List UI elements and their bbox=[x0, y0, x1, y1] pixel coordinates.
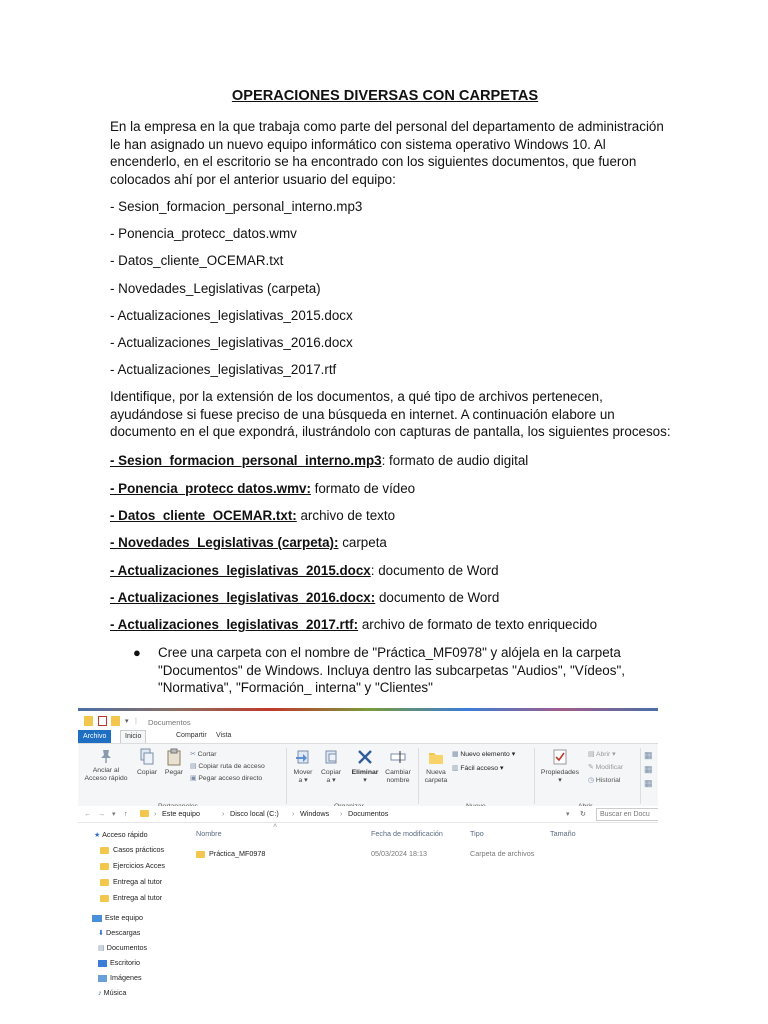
sort-up-icon: ˄ bbox=[273, 821, 278, 830]
answer-item bbox=[110, 452, 528, 470]
folder-icon bbox=[100, 879, 109, 886]
file-row[interactable] bbox=[196, 849, 265, 858]
copy-to-icon bbox=[323, 748, 339, 766]
rename-icon bbox=[390, 748, 406, 766]
easy-access-label: Fácil acceso ▾ bbox=[460, 765, 504, 772]
tab-file[interactable]: Archivo bbox=[78, 730, 111, 743]
answer-desc: archivo de formato de texto enriquecido bbox=[358, 617, 598, 632]
nav-quick-item[interactable]: Casos prácticos bbox=[100, 845, 164, 854]
paste-label: Pegar bbox=[164, 769, 184, 776]
answer-item bbox=[110, 616, 597, 634]
new-item-label: Nuevo elemento ▾ bbox=[460, 751, 516, 758]
ribbon-separator bbox=[534, 748, 535, 804]
column-header-date[interactable]: Fecha de modificación bbox=[371, 829, 443, 838]
rename-label: nombre bbox=[386, 777, 410, 784]
file-type: Carpeta de archivos bbox=[470, 849, 535, 858]
pictures-icon bbox=[98, 975, 107, 982]
move-to-button[interactable] bbox=[290, 748, 316, 785]
folder-icon bbox=[100, 895, 109, 902]
intro-line: En la empresa en la que trabaja como parte del personal del departamento de administración bbox=[110, 119, 664, 134]
copy-button[interactable] bbox=[134, 748, 160, 777]
easy-access-button[interactable] bbox=[452, 764, 503, 772]
folder-icon bbox=[100, 863, 109, 870]
rename-button[interactable] bbox=[382, 748, 414, 785]
bullet-line: Cree una carpeta con el nombre de "Práctica_MF0978" y alójela en la carpeta bbox=[158, 645, 621, 660]
rename-label: Cambiar bbox=[385, 769, 411, 776]
properties-label: Propiedades bbox=[540, 769, 580, 776]
copy-to-button[interactable] bbox=[318, 748, 344, 785]
paste-shortcut-label: Pegar acceso directo bbox=[198, 775, 263, 782]
address-bar bbox=[78, 806, 658, 823]
new-item-button[interactable] bbox=[452, 750, 515, 758]
properties-button[interactable] bbox=[538, 748, 582, 785]
search-input[interactable]: Buscar en Docu bbox=[596, 808, 658, 821]
delete-icon bbox=[357, 748, 373, 766]
instructions-line: ayudándose si fuese preciso de una búsqueda en internet. A continuación elabore un bbox=[110, 406, 615, 422]
cut-button[interactable] bbox=[190, 750, 216, 758]
download-icon: ⬇ bbox=[98, 928, 105, 937]
breadcrumb-chevron-icon: › bbox=[340, 809, 343, 818]
ribbon-separator bbox=[418, 748, 419, 804]
nav-pc-item[interactable]: Imágenes bbox=[98, 973, 142, 982]
paste-button[interactable] bbox=[162, 748, 186, 777]
answer-desc: formato de vídeo bbox=[310, 481, 416, 496]
up-arrow-icon[interactable]: ↑ bbox=[124, 809, 128, 818]
answer-desc: carpeta bbox=[338, 535, 387, 550]
breadcrumb-item[interactable]: Este equipo bbox=[162, 809, 200, 818]
file-name: Práctica_MF0978 bbox=[209, 849, 266, 858]
open-label: Abrir ▾ bbox=[595, 751, 616, 758]
file-list-item: - Actualizaciones_legislativas_2016.docx bbox=[110, 335, 353, 350]
properties-icon[interactable] bbox=[98, 716, 107, 726]
back-arrow-icon[interactable]: ← bbox=[84, 809, 92, 818]
nav-pc-item[interactable]: ⬇ Descargas bbox=[98, 928, 141, 937]
bullet-line: "Documentos" de Windows. Incluya dentro las subcarpetas "Audios", "Vídeos", bbox=[158, 662, 625, 678]
new-folder-icon[interactable] bbox=[111, 716, 120, 726]
move-to-label: Mover bbox=[293, 769, 313, 776]
select-all-icon[interactable]: ▦ bbox=[644, 750, 653, 760]
nav-quick-access[interactable]: ★ Acceso rápido bbox=[94, 830, 148, 839]
breadcrumb-item[interactable]: Documentos bbox=[348, 809, 389, 818]
pin-icon bbox=[98, 748, 114, 764]
navigation-pane bbox=[78, 824, 183, 1024]
new-folder-label: Nueva bbox=[426, 769, 446, 776]
answer-item bbox=[110, 589, 499, 607]
easy-access-icon: ▥ bbox=[452, 765, 459, 772]
title-separator: | bbox=[135, 716, 137, 725]
answer-term: - Datos_cliente_OCEMAR.txt: bbox=[110, 508, 297, 523]
new-item-icon: ▦ bbox=[452, 751, 459, 758]
computer-icon bbox=[92, 915, 102, 922]
copy-to-label: Copiar bbox=[320, 769, 342, 776]
scissors-icon: ✂ bbox=[190, 751, 196, 758]
bullet-line: "Normativa", "Formación_ interna" y "Clientes" bbox=[158, 680, 433, 696]
move-to-icon bbox=[295, 748, 311, 766]
new-folder-label: carpeta bbox=[424, 777, 448, 784]
answer-item bbox=[110, 562, 499, 580]
breadcrumb-chevron-icon: › bbox=[222, 809, 225, 818]
file-list-item: - Actualizaciones_legislativas_2015.docx bbox=[110, 308, 353, 323]
answer-term: - Actualizaciones_legislativas_2017.rtf: bbox=[110, 617, 359, 632]
forward-arrow-icon[interactable]: → bbox=[98, 809, 106, 818]
clipboard-icon bbox=[166, 748, 182, 766]
delete-label: ▾ bbox=[363, 777, 367, 784]
copy-path-label: Copiar ruta de acceso bbox=[198, 763, 265, 770]
answer-term: - Sesion_formacion_personal_interno.mp3 bbox=[110, 453, 382, 468]
breadcrumb-chevron-icon: › bbox=[154, 809, 157, 818]
answer-desc: archivo de texto bbox=[296, 508, 396, 523]
answer-item bbox=[110, 480, 415, 498]
paste-shortcut-button[interactable] bbox=[190, 774, 262, 782]
tab-share[interactable]: Compartir bbox=[176, 732, 207, 739]
file-list-item: - Ponencia_protecc_datos.wmv bbox=[110, 226, 297, 241]
instructions-line: documento en el que expondrá, ilustrándolo con capturas de pantalla, los siguientes procesos: bbox=[110, 424, 671, 440]
folder-icon bbox=[84, 716, 93, 726]
answer-term: - Ponencia_protecc datos.wmv: bbox=[110, 481, 311, 496]
edit-button[interactable] bbox=[588, 763, 623, 771]
music-icon: ♪ bbox=[98, 988, 102, 997]
edit-icon: ✎ bbox=[588, 764, 594, 771]
answer-item bbox=[110, 534, 387, 552]
tab-home[interactable]: Inicio bbox=[120, 730, 146, 743]
chevron-down-icon[interactable]: ▾ bbox=[125, 718, 129, 725]
copy-path-button[interactable] bbox=[190, 762, 265, 770]
open-button[interactable] bbox=[588, 750, 616, 758]
folder-icon bbox=[100, 847, 109, 854]
ribbon-tabs bbox=[78, 730, 658, 743]
nav-pc-item[interactable]: Escritorio bbox=[98, 958, 140, 967]
answer-term: - Novedades_Legislativas (carpeta): bbox=[110, 535, 339, 550]
answer-term: - Actualizaciones_legislativas_2016.docx: bbox=[110, 590, 376, 605]
new-folder-button[interactable] bbox=[422, 748, 450, 785]
file-date: 05/03/2024 18:13 bbox=[371, 849, 427, 858]
ribbon-separator bbox=[286, 748, 287, 804]
intro-line: le han asignado un nuevo equipo informático con sistema operativo Windows 10. Al bbox=[110, 136, 606, 152]
properties-icon bbox=[552, 748, 568, 766]
instructions-line: Identifique, por la extensión de los documentos, a qué tipo de archivos pertenecen, bbox=[110, 389, 603, 404]
refresh-icon[interactable]: ↻ bbox=[580, 809, 587, 818]
nav-pc-item[interactable]: ▤ Documentos bbox=[98, 943, 148, 952]
explorer-screenshot bbox=[78, 708, 658, 1024]
delete-button[interactable] bbox=[350, 748, 380, 785]
breadcrumb-chevron-icon: › bbox=[292, 809, 295, 818]
copy-to-label: a ▾ bbox=[326, 777, 336, 784]
intro-line: colocados ahí por el anterior usuario del equipo: bbox=[110, 171, 396, 187]
window-title: Documentos bbox=[148, 718, 191, 727]
cut-label: Cortar bbox=[197, 751, 217, 758]
nav-quick-item[interactable]: Entrega al tutor bbox=[100, 893, 162, 902]
paste-shortcut-icon: ▣ bbox=[190, 775, 197, 782]
pin-quick-access-button[interactable] bbox=[80, 748, 132, 783]
page-title: OPERACIONES DIVERSAS CON CARPETAS bbox=[231, 88, 539, 104]
ribbon-separator bbox=[640, 748, 641, 804]
column-header-name[interactable]: Nombre bbox=[196, 829, 222, 838]
copy-label: Copiar bbox=[136, 769, 158, 776]
move-to-label: a ▾ bbox=[298, 777, 308, 784]
select-none-icon[interactable]: ▦ bbox=[644, 764, 653, 774]
file-list-item: - Actualizaciones_legislativas_2017.rtf bbox=[110, 362, 337, 377]
pin-label: Anclar al bbox=[92, 767, 120, 774]
nav-quick-item[interactable]: Ejercicios Acces bbox=[100, 861, 165, 870]
recent-locations-icon[interactable]: ▾ bbox=[112, 809, 116, 818]
file-list-item: - Datos_cliente_OCEMAR.txt bbox=[110, 253, 284, 268]
answer-item bbox=[110, 507, 395, 525]
address-dropdown-icon[interactable]: ▾ bbox=[566, 809, 570, 818]
history-icon: ◷ bbox=[588, 777, 594, 784]
location-folder-icon bbox=[140, 808, 150, 817]
column-header-type[interactable]: Tipo bbox=[470, 829, 484, 838]
new-folder-icon bbox=[428, 748, 444, 766]
history-button[interactable] bbox=[588, 776, 620, 784]
copy-icon bbox=[139, 748, 155, 766]
answer-desc: : formato de audio digital bbox=[381, 453, 529, 468]
nav-quick-item[interactable]: Entrega al tutor bbox=[100, 877, 162, 886]
delete-label: Eliminar bbox=[351, 769, 379, 776]
ribbon bbox=[78, 743, 658, 807]
edit-label: Modificar bbox=[595, 764, 624, 771]
document-icon: ▤ bbox=[98, 943, 105, 952]
answer-desc: : documento de Word bbox=[370, 563, 499, 578]
screenshot-top-strip bbox=[78, 708, 658, 711]
nav-pc-item[interactable]: ♪ Música bbox=[98, 988, 127, 997]
bullet-dot-icon: ● bbox=[133, 645, 141, 660]
pin-label: Acceso rápido bbox=[84, 775, 128, 782]
history-label: Historial bbox=[595, 777, 621, 784]
invert-selection-icon[interactable]: ▦ bbox=[644, 778, 653, 788]
file-list-item: - Sesion_formacion_personal_interno.mp3 bbox=[110, 199, 363, 214]
open-icon: ▤ bbox=[588, 751, 595, 758]
intro-line: encenderlo, en el escritorio se ha encontrado con los siguientes documentos, que fueron bbox=[110, 154, 637, 170]
breadcrumb-item[interactable]: Disco local (C:) bbox=[230, 809, 279, 818]
star-icon: ★ bbox=[94, 830, 101, 839]
tab-view[interactable]: Vista bbox=[216, 732, 232, 739]
folder-icon bbox=[196, 851, 205, 858]
answer-desc: documento de Word bbox=[375, 590, 500, 605]
answer-term: - Actualizaciones_legislativas_2015.docx bbox=[110, 563, 371, 578]
file-list-item: - Novedades_Legislativas (carpeta) bbox=[110, 281, 321, 296]
copy-path-icon: ▤ bbox=[190, 763, 197, 770]
quick-access-toolbar bbox=[78, 712, 658, 730]
desktop-icon bbox=[98, 960, 107, 967]
properties-label: ▾ bbox=[558, 777, 562, 784]
breadcrumb-item[interactable]: Windows bbox=[300, 809, 330, 818]
nav-this-pc[interactable]: Este equipo bbox=[92, 913, 143, 922]
column-header-size[interactable]: Tamaño bbox=[550, 829, 576, 838]
